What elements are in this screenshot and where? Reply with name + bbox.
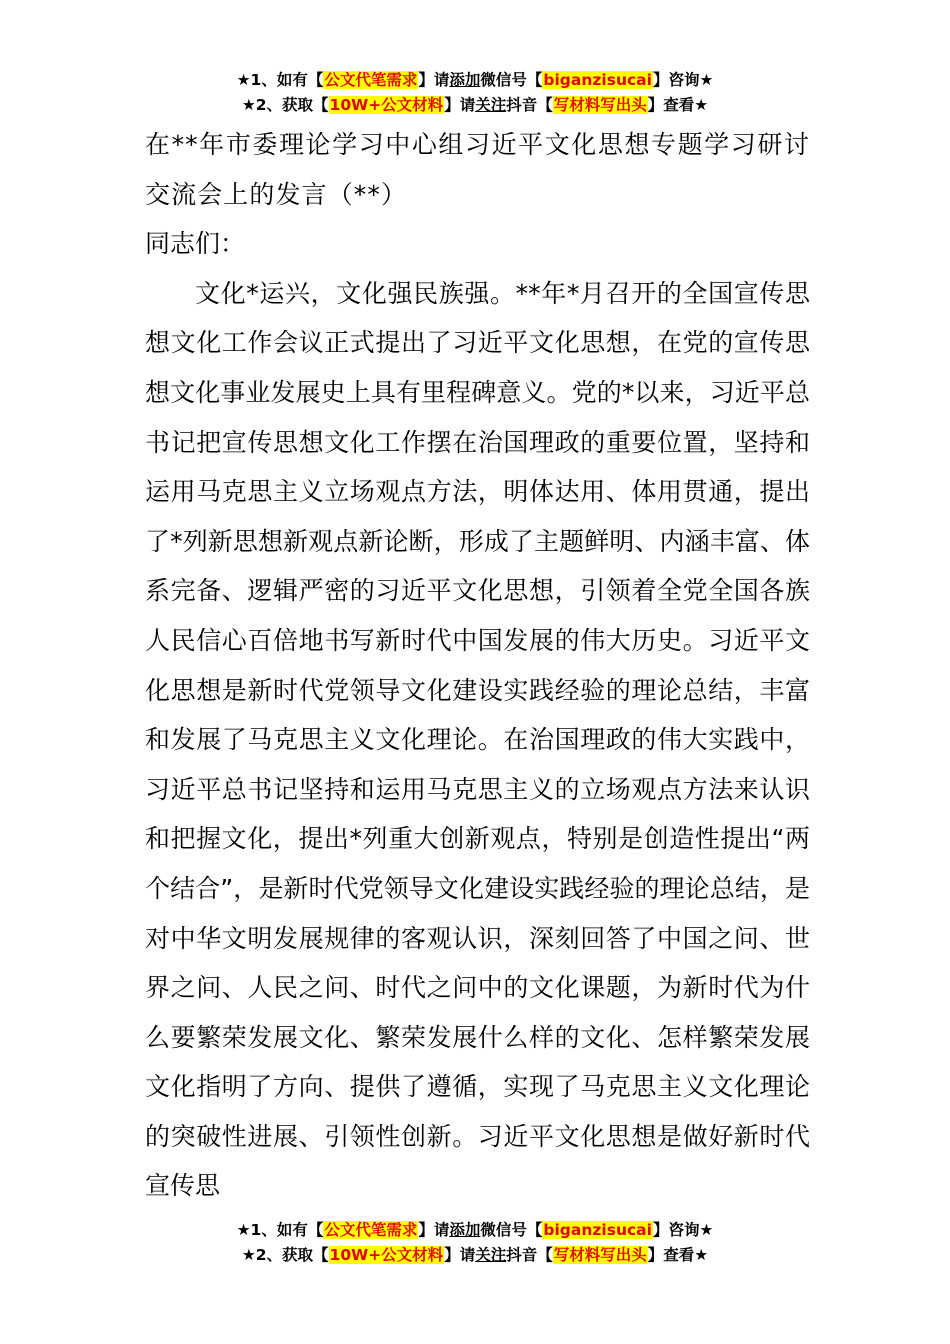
wechat-id-highlight: biganzisucai — [543, 71, 652, 89]
promo-line-2: ★2、获取【10W+公文材料】请关注抖音【写材料写出头】查看★ — [241, 1246, 709, 1264]
promo-line-1: ★1、如有【公文代笔需求】请添加微信号【biganzisucai】咨询★ — [236, 71, 714, 89]
body-paragraph: 文化*运兴，文化强民族强。**年*月召开的全国宣传思想文化工作会议正式提出了习近平文化思想，在党的宣传思想文化事业发展史上具有里程碑意义。党的*以来，习近平总书记把宣传思想文化工作摆在治国理政的重要位置，坚持和运用马克思主义立场观点方法，明体达用、体用贯通，提出了*列新思想新观点新论断，形成了主题鲜明、内涵丰富、体系完备、逻辑严密的习近平文化思想，引领着全党全国各族人民信心百倍地书写新时代中国发展的伟大历史。习近平文化思想是新时代党领导文化建设实践经验的理论总结，丰富和发展了马克思主义文化理论。在治国理政的伟大实践中，习近平总书记坚持和运用马克思主义的立场观点方法来认识和把握文化，提出*列重大创新观点，特别是创造性提出“两个结合”，是新时代党领导文化建设实践经验的理论总结，是对中华文明发展规律的客观认识，深刻回答了中国之问、世界之问、人民之问、时代之问中的文化课题，为新时代为什么要繁荣发展文化、繁荣发展什么样的文化、怎样繁荣发展文化指明了方向、提供了遵循，实现了马克思主义文化理论的突破性进展、引领性创新。习近平文化思想是做好新时代宣传思 — [145, 278, 810, 1201]
promo-highlight: 公文代笔需求 — [324, 1221, 418, 1239]
douyin-id-highlight: 写材料写出头 — [553, 1246, 647, 1264]
douyin-id-highlight: 写材料写出头 — [553, 96, 647, 114]
promo-highlight: 10W+公文材料 — [329, 96, 444, 114]
document-title: 在**年市委理论学习中心组习近平文化思想专题学习研讨交流会上的发言（**） — [145, 130, 810, 209]
promo-highlight: 10W+公文材料 — [329, 1246, 444, 1264]
promo-banner-top — [0, 68, 950, 118]
promo-line-1: ★1、如有【公文代笔需求】请添加微信号【biganzisucai】咨询★ — [236, 1221, 714, 1239]
promo-banner-bottom — [0, 1218, 950, 1268]
promo-line-2: ★2、获取【10W+公文材料】请关注抖音【写材料写出头】查看★ — [241, 96, 709, 114]
document-body — [145, 120, 810, 1211]
promo-highlight: 公文代笔需求 — [324, 71, 418, 89]
wechat-id-highlight: biganzisucai — [543, 1221, 652, 1239]
salutation: 同志们： — [145, 229, 246, 259]
